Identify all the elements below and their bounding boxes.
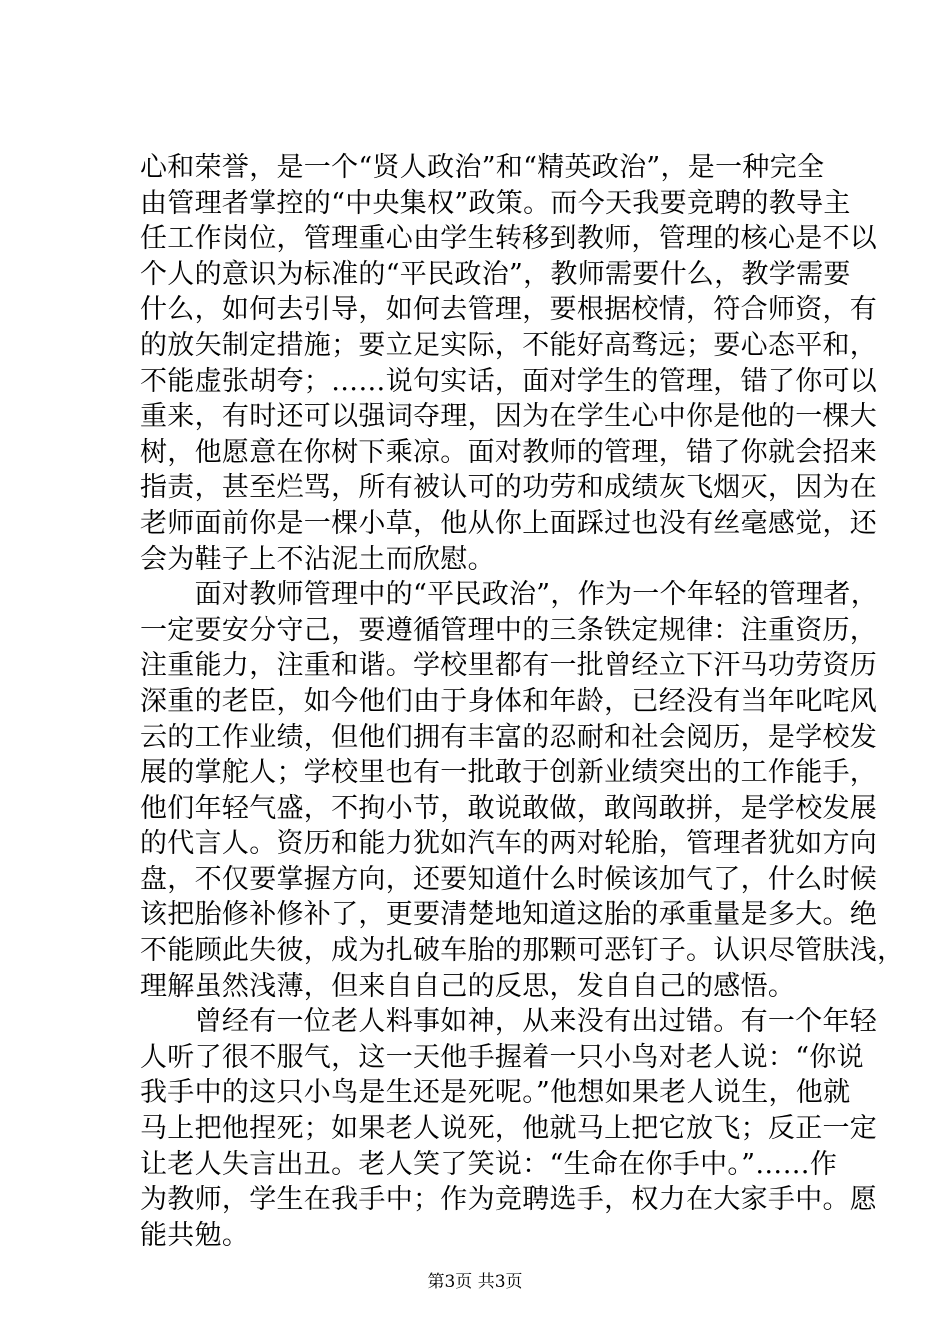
text-line: 云的工作业绩，但他们拥有丰富的忍耐和社会阅历，是学校发 <box>140 721 878 753</box>
text-line: 的代言人。资历和能力犹如汽车的两对轮胎，管理者犹如方向 <box>140 828 878 860</box>
text-line: 任工作岗位，管理重心由学生转移到教师，管理的核心是不以 <box>140 223 878 255</box>
body-text <box>140 150 905 1253</box>
text-line: 的放矢制定措施；要立足实际，不能好高骛远；要心态平和， <box>140 329 878 361</box>
text-line: 重来，有时还可以强词夺理，因为在学生心中你是他的一棵大 <box>140 401 878 433</box>
text-line: 指责，甚至烂骂，所有被认可的功劳和成绩灰飞烟灭，因为在 <box>140 472 878 504</box>
text-line: 让老人失言出丑。老人笑了笑说：“生命在你手中。”……作 <box>140 1148 838 1180</box>
text-line: 面对教师管理中的“平民政治”，作为一个年轻的管理者， <box>140 579 879 611</box>
text-line: 会为鞋子上不沾泥土而欣慰。 <box>140 543 495 575</box>
text-line: 注重能力，注重和谐。学校里都有一批曾经立下汗马功劳资历 <box>140 650 878 682</box>
page-number-footer: 第3页 共3页 <box>427 1272 523 1292</box>
text-line: 人听了很不服气，这一天他手握着一只小鸟对老人说：“你说 <box>140 1041 864 1073</box>
text-line: 不能虚张胡夸；……说句实话，面对学生的管理，错了你可以 <box>140 365 878 397</box>
text-line: 不能顾此失彼，成为扎破车胎的那颗可恶钉子。认识尽管肤浅， <box>140 935 905 967</box>
text-line: 老师面前你是一棵小草，他从你上面踩过也没有丝毫感觉，还 <box>140 507 878 539</box>
text-line: 由管理者掌控的“中央集权”政策。而今天我要竞聘的教导主 <box>140 187 851 219</box>
text-line: 为教师，学生在我手中；作为竞聘选手，权力在大家手中。愿 <box>140 1184 878 1216</box>
text-line: 心和荣誉，是一个“贤人政治”和“精英政治”，是一种完全 <box>140 152 825 183</box>
text-line: 能共勉。 <box>140 1219 250 1251</box>
text-line: 树，他愿意在你树下乘凉。面对教师的管理，错了你就会招来 <box>140 436 878 468</box>
text-line: 展的掌舵人；学校里也有一批敢于创新业绩突出的工作能手， <box>140 757 878 789</box>
text-line: 深重的老臣，如今他们由于身体和年龄，已经没有当年叱咤风 <box>140 685 878 717</box>
text-line: 什么，如何去引导，如何去管理，要根据校情，符合师资，有 <box>140 294 878 326</box>
text-line: 他们年轻气盛，不拘小节，敢说敢做，敢闯敢拼，是学校发展 <box>140 792 878 824</box>
text-line: 理解虽然浅薄，但来自自己的反思，发自自己的感悟。 <box>140 970 796 1002</box>
text-line: 盘，不仅要掌握方向，还要知道什么时候该加气了，什么时候 <box>140 863 878 895</box>
text-line: 马上把他捏死；如果老人说死，他就马上把它放飞；反正一定 <box>140 1113 878 1145</box>
text-line: 曾经有一位老人料事如神，从来没有出过错。有一个年轻 <box>140 1006 878 1038</box>
text-line: 我手中的这只小鸟是生还是死呢。”他想如果老人说生，他就 <box>140 1077 851 1109</box>
text-line: 个人的意识为标准的“平民政治”，教师需要什么，教学需要 <box>140 258 851 290</box>
text-line: 一定要安分守己，要遵循管理中的三条铁定规律：注重资历， <box>140 614 878 646</box>
text-line: 该把胎修补修补了，更要清楚地知道这胎的承重量是多大。绝 <box>140 899 878 931</box>
